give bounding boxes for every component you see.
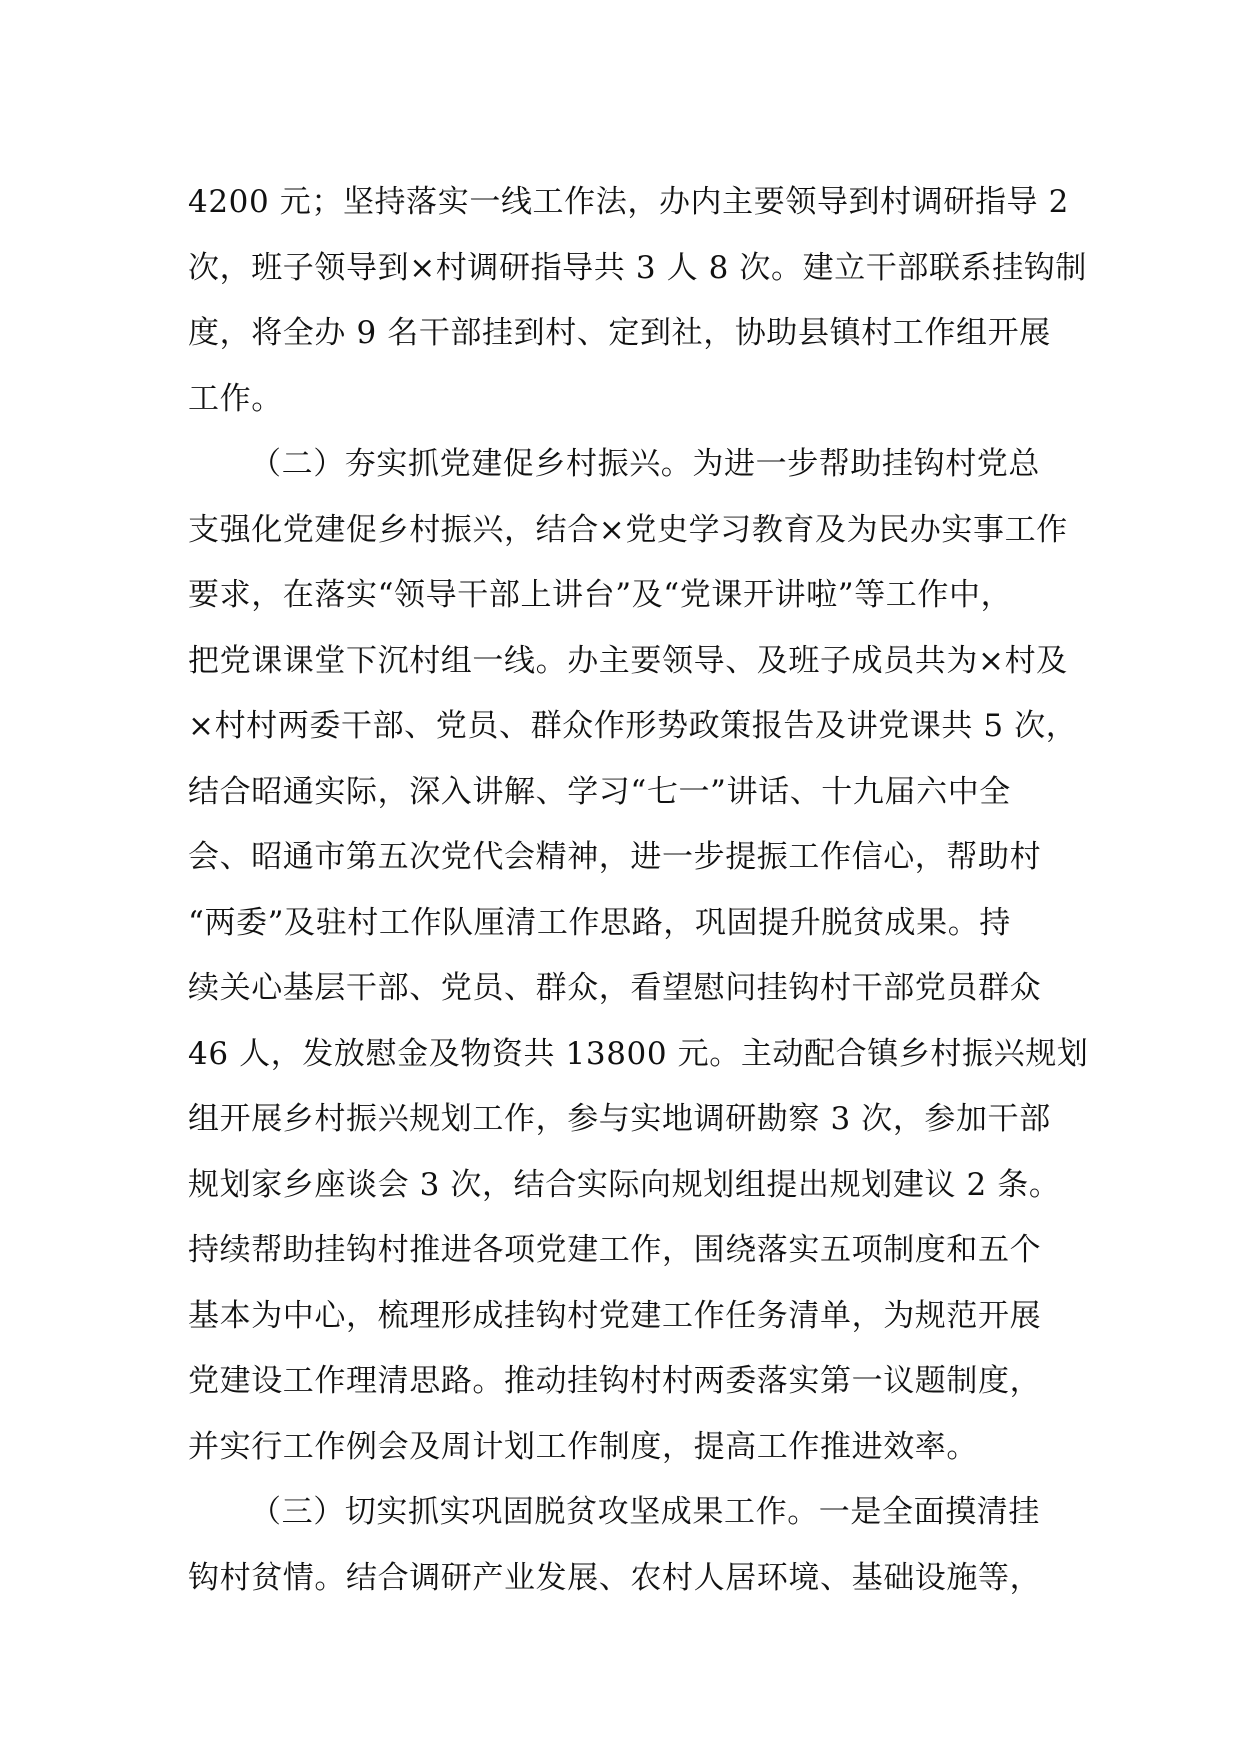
section-heading-line: （三）切实抓实巩固脱贫攻坚成果工作。一是全面摸清挂 — [250, 1494, 1040, 1530]
text-line: 持续帮助挂钩村推进各项党建工作，围绕落实五项制度和五个 — [188, 1232, 1042, 1268]
text-line: 会、昭通市第五次党代会精神，进一步提振工作信心，帮助村 — [188, 839, 1042, 875]
text-line: 钩村贫情。结合调研产业发展、农村人居环境、基础设施等， — [188, 1559, 1042, 1596]
text-line: 组开展乡村振兴规划工作，参与实地调研勘察 3 次，参加干部 — [188, 1101, 1051, 1137]
text-line: 并实行工作例会及周计划工作制度，提高工作推进效率。 — [188, 1428, 978, 1465]
text-line: 46 人，发放慰金及物资共 13800 元。主动配合镇乡村振兴规划 — [188, 1035, 1089, 1072]
text-line: 规划家乡座谈会 3 次，结合实际向规划组提出规划建议 2 条。 — [188, 1166, 1061, 1203]
document-body — [188, 170, 1088, 1611]
text-line: 把党课课堂下沉村组一线。办主要领导、及班子成员共为×村及 — [188, 642, 1068, 679]
text-line: ×村村两委干部、党员、群众作形势政策报告及讲党课共 5 次， — [188, 708, 1078, 744]
section-heading-line: （二）夯实抓党建促乡村振兴。为进一步帮助挂钩村党总 — [250, 446, 1040, 482]
text-line: 基本为中心，梳理形成挂钩村党建工作任务清单，为规范开展 — [188, 1297, 1042, 1334]
text-line: 4200 元；坚持落实一线工作法，办内主要领导到村调研指导 2 — [188, 184, 1069, 220]
text-line: 续关心基层干部、党员、群众，看望慰问挂钩村干部党员群众 — [188, 970, 1042, 1006]
text-line: 党建设工作理清思路。推动挂钩村村两委落实第一议题制度， — [188, 1363, 1042, 1399]
text-line: 度，将全办 9 名干部挂到村、定到社，协助县镇村工作组开展 — [188, 315, 1051, 351]
text-line: 要求，在落实“领导干部上讲台”及“党课开讲啦”等工作中， — [188, 577, 1013, 613]
text-line: 工作。 — [188, 380, 283, 417]
text-line: “两委”及驻村工作队厘清工作思路，巩固提升脱贫成果。持 — [188, 904, 1011, 941]
text-line: 支强化党建促乡村振兴，结合×党史学习教育及为民办实事工作 — [188, 511, 1068, 548]
text-line: 结合昭通实际，深入讲解、学习“七一”讲话、十九届六中全 — [188, 773, 1011, 810]
text-line: 次，班子领导到×村调研指导共 3 人 8 次。建立干部联系挂钩制 — [188, 249, 1088, 286]
